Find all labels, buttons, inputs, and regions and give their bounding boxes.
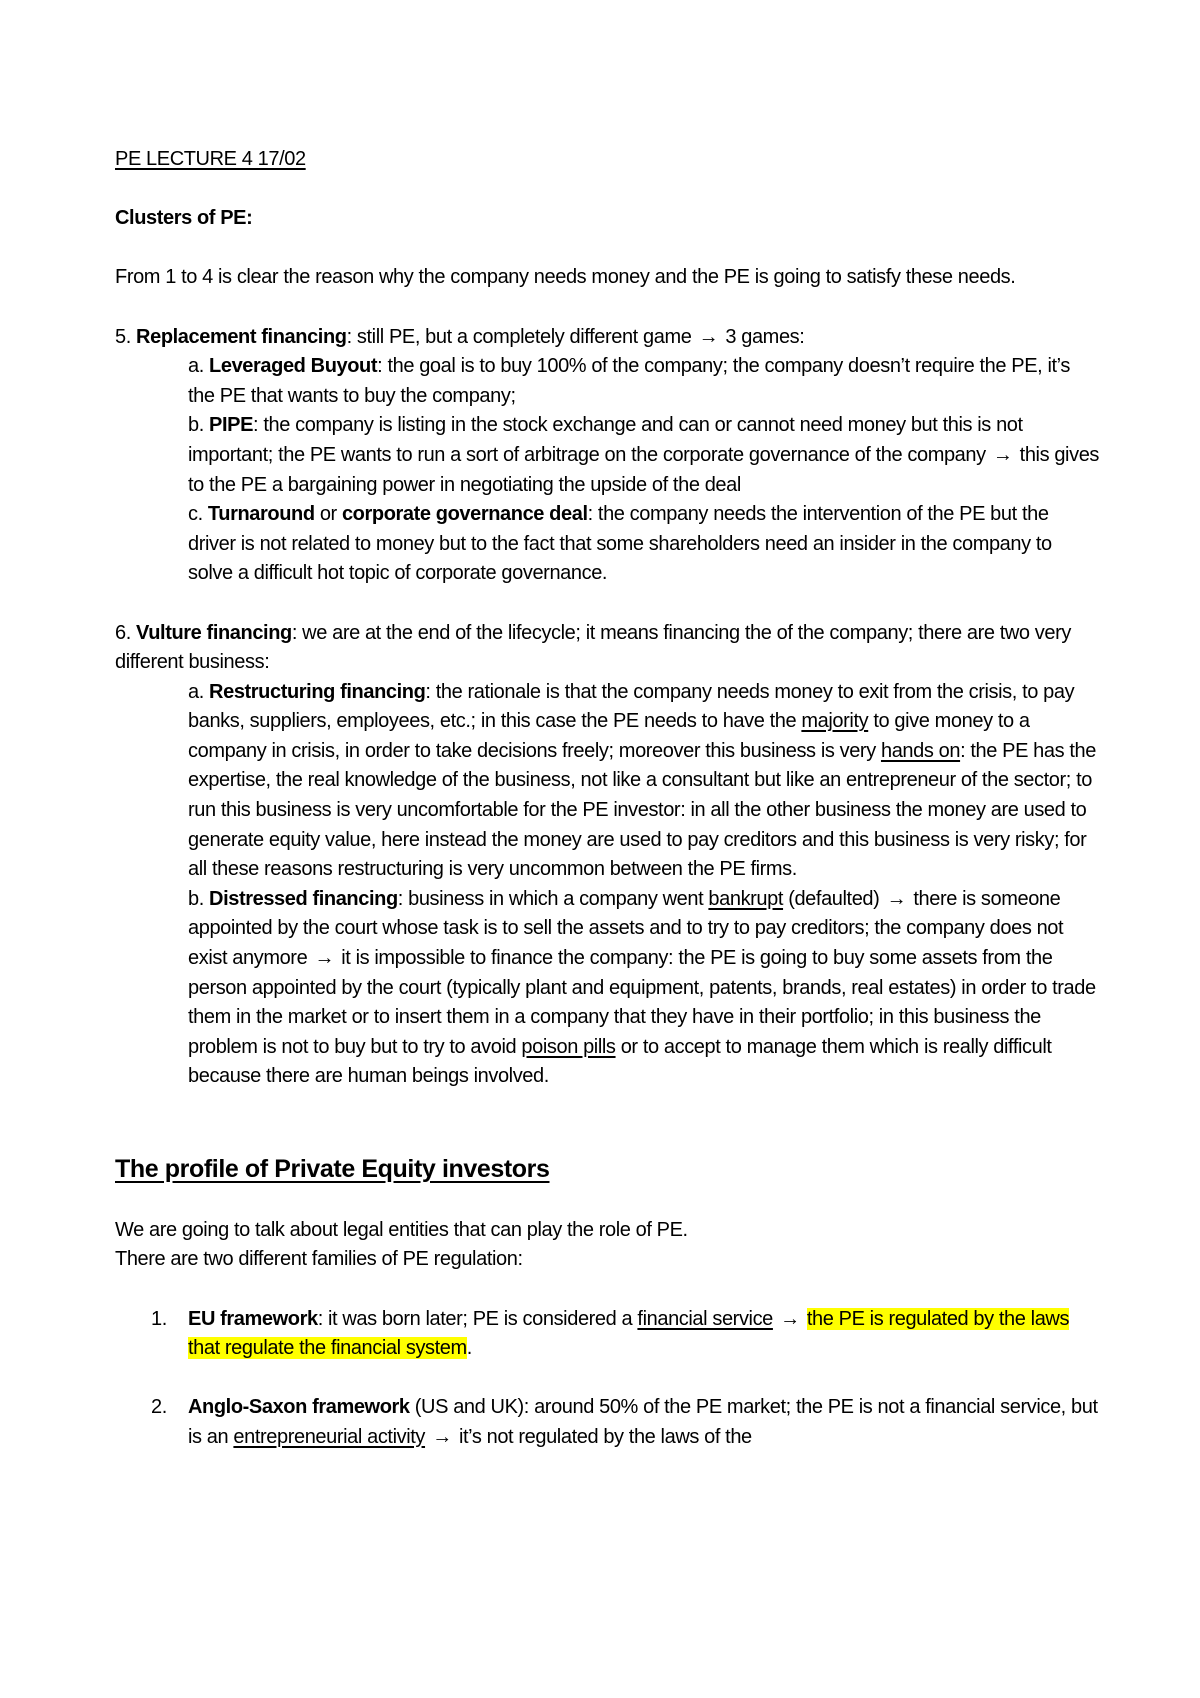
section-6-term: Vulture financing <box>136 621 292 644</box>
section-5c-mid: or <box>314 503 342 526</box>
highlighted-text: the PE is regulated by the laws that regulate the financial system <box>188 1307 1070 1360</box>
underlined-term: majority <box>801 710 869 733</box>
lecture-title-text: PE LECTURE 4 17/02 <box>115 148 306 170</box>
section-5c-item <box>115 500 1100 589</box>
arrow-icon: → <box>432 1425 452 1448</box>
clusters-heading-text: Clusters of PE: <box>115 207 253 230</box>
arrow-icon: → <box>698 325 719 348</box>
item-2-text-3: it’s not regulated by the laws of the <box>453 1425 752 1448</box>
clusters-heading <box>115 204 1100 234</box>
section-6b-text-4: it is impossible to finance the company: the PE is going to buy some assets from the person appointed by the court (typically plant and equipment, patents, brands, real estates) in order to trade them in the market or to insert them in a company that they have in their portfolio; in this business the problem is not to buy but to try to avoid <box>188 947 1096 1058</box>
item-2-term: Anglo-Saxon framework <box>188 1396 410 1419</box>
document-body <box>115 145 1100 1453</box>
section-5b-text-b: this gives to the PE a bargaining power in negotiating the upside of the deal <box>188 443 1100 496</box>
numbered-item-1-text <box>188 1305 1100 1364</box>
section-5-text-a: : still PE, but a completely different game <box>346 325 697 348</box>
item-prefix: b. <box>188 414 210 437</box>
item-1-text-1: : it was born later; PE is considered a <box>317 1307 638 1330</box>
numbered-item-2-text <box>188 1393 1100 1452</box>
intro-paragraph: From 1 to 4 is clear the reason why the company needs money and the PE is going to satisfy these needs. <box>115 266 1016 289</box>
numbered-item-2 <box>115 1393 1100 1452</box>
section-5-number: 5. <box>115 325 137 348</box>
item-prefix: c. <box>188 503 208 526</box>
profile-line-2: There are two different families of PE regulation: <box>115 1248 523 1271</box>
section-6-number: 6. <box>115 621 137 644</box>
numbered-item-1 <box>115 1305 1100 1364</box>
section-5-term: Replacement financing <box>136 325 347 348</box>
section-5b-text-a: : the company is listing in the stock exchange and can or cannot need money but this is not important; the PE wants to run a sort of arbitrage on the corporate governance of the company <box>188 414 1023 466</box>
section-6a-text-2: to give money to a company in crisis, in order to take decisions freely; moreover this business is very <box>188 710 1030 762</box>
lecture-title <box>115 145 1100 175</box>
section-6a-text-1: : the rationale is that the company needs money to exit from the crisis, to pay banks, suppliers, employees, etc.; in this case the PE needs to have the <box>188 680 1075 733</box>
underlined-term: entrepreneurial activity <box>233 1425 426 1448</box>
section-5a-term: Leveraged Buyout <box>209 355 378 378</box>
item-prefix: b. <box>188 887 210 910</box>
section-5a-item <box>115 352 1100 411</box>
section-5-text-b: 3 games: <box>720 325 805 348</box>
section-6b-text-1: : business in which a company went <box>397 887 709 910</box>
item-number: 1. <box>151 1307 167 1330</box>
profile-line-1: We are going to talk about legal entities that can play the role of PE. <box>115 1218 688 1241</box>
item-prefix: a. <box>188 680 210 703</box>
section-5c-text: : the company needs the intervention of the PE but the driver is not related to money but to the fact that some shareholders need an insider in the company to solve a difficult hot topic of corporate governance. <box>188 503 1052 585</box>
item-2-text-2 <box>425 1426 430 1448</box>
section-6b-text-3: there is someone appointed by the court whose task is to sell the assets and to try to pay creditors; the company does not exist anymore <box>188 887 1064 970</box>
item-number: 2. <box>151 1396 167 1419</box>
section-6b-term: Distressed financing <box>209 887 398 910</box>
section-5-heading <box>115 323 1100 353</box>
section-6a-term: Restructuring financing <box>209 680 426 703</box>
section-6-text: : we are at the end of the lifecycle; it means financing the of the company; there are two very different business: <box>115 621 1071 674</box>
underlined-term: hands on <box>880 739 961 762</box>
section-6b-text-2: (defaulted) <box>783 887 885 910</box>
item-1-text-2 <box>773 1308 778 1330</box>
item-prefix: a. <box>188 355 210 378</box>
section-6b-item <box>115 885 1100 1092</box>
section-6-heading <box>115 619 1100 678</box>
item-1-term: EU framework <box>188 1307 318 1330</box>
item-1-text-3: . <box>466 1337 472 1360</box>
section-5c-term-2: corporate governance deal <box>341 503 588 526</box>
section-6a-text-3: : the PE has the expertise, the real knowledge of the business, not like a consultant but like an entrepreneur of the sector; to run this business is very uncomfortable for the PE investor: in all the other business the money are used to generate equity value, here instead the money are used to pay creditors and this business is very risky; for all these reasons restructuring is very uncommon between the PE firms. <box>188 739 1096 881</box>
underlined-term: financial service <box>637 1307 773 1330</box>
arrow-icon: → <box>992 443 1013 466</box>
section-5b-term: PIPE <box>209 414 254 437</box>
section-6b-text-5: or to accept to manage them which is really difficult because there are human beings involved. <box>188 1035 1052 1088</box>
underlined-term: poison pills <box>521 1035 616 1058</box>
profile-heading: The profile of Private Equity investors <box>115 1155 550 1184</box>
underlined-term: bankrupt <box>708 887 784 910</box>
section-5c-term-1: Turnaround <box>207 503 315 526</box>
arrow-icon: → <box>780 1307 800 1330</box>
section-5a-text: : the goal is to buy 100% of the company; the company doesn’t require the PE, it’s the PE that wants to buy the company; <box>188 355 1070 407</box>
item-2-text-1: (US and UK): around 50% of the PE market; the PE is not a financial service, but is an <box>188 1396 1098 1448</box>
arrow-icon: → <box>886 887 907 910</box>
section-6a-item <box>115 678 1100 885</box>
arrow-icon: → <box>314 947 335 970</box>
section-5b-item <box>115 411 1100 500</box>
